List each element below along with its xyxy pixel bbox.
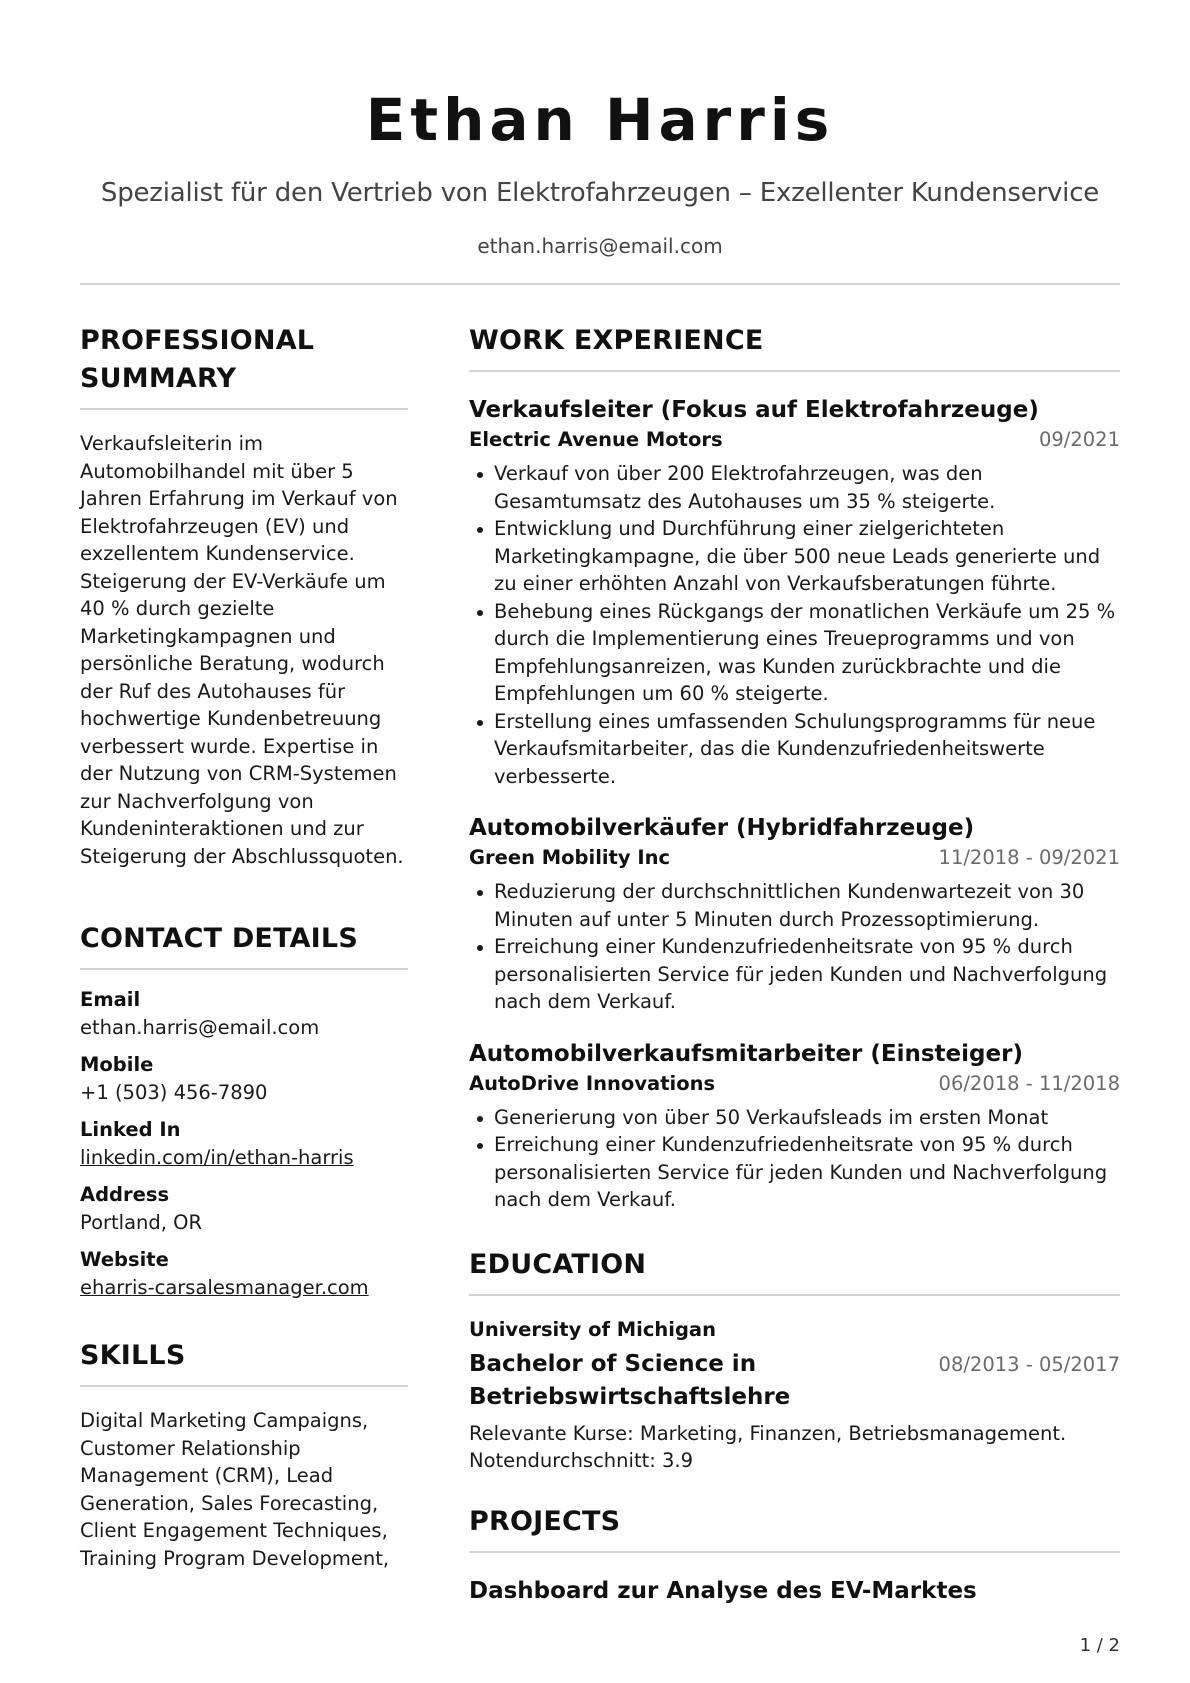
- candidate-name: Ethan Harris: [365, 86, 835, 154]
- contact-section: [80, 920, 408, 1301]
- section-title-skills: SKILLS: [80, 1340, 186, 1371]
- job-bullet: Verkauf von über 200 Elektrofahrzeugen, was den Gesamtumsatz des Autohauses um 35 % steigerte.: [469, 460, 1120, 515]
- job-entry: [469, 1038, 1120, 1214]
- job-bullet: Behebung eines Rückgangs der monatlichen Verkäufe um 25 % durch die Implementierung eines Treueprogramms und von Empfehlungsanreizen, was Kunden zurückbrachte und die Empfehlungen um 60 % steigerte.: [469, 598, 1120, 708]
- candidate-subtitle: Spezialist für den Vertrieb von Elektrofahrzeugen – Exzellenter Kundenservice: [100, 178, 1100, 208]
- right-column: [469, 322, 1120, 1607]
- skills-section: [80, 1337, 408, 1572]
- contact-item-address: [80, 1181, 408, 1236]
- job-date: 06/2018 - 11/2018: [938, 1071, 1120, 1095]
- page-number: 1 / 2: [1079, 1635, 1120, 1656]
- job-entry: [469, 394, 1120, 790]
- section-title-projects: PROJECTS: [469, 1505, 621, 1537]
- contact-item-mobile: [80, 1051, 408, 1106]
- education-school: University of Michigan: [469, 1317, 716, 1341]
- education-date: 08/2013 - 05/2017: [938, 1352, 1120, 1376]
- summary-text: Verkaufsleiterin im Automobilhandel mit über 5 Jahren Erfahrung im Verkauf von Elektrofahrzeugen (EV) und exzellentem Kundenservice. Steigerung der EV-Verkäufe um 40 % durch gezielte Marketingkampagnen und persönliche Beratung, wodurch der Ruf des Autohauses für hochwertige Kundenbetreuung verbessert wurde. Expertise in der Nutzung von CRM-Systemen zur Nachverfolgung von Kundeninteraktionen und zur Steigerung der Abschlussquoten.: [80, 432, 404, 868]
- section-divider: [80, 968, 408, 970]
- contact-label: Linked In: [80, 1118, 181, 1141]
- job-bullet: Reduzierung der durchschnittlichen Kundenwartezeit von 30 Minuten auf unter 5 Minuten durch Prozessoptimierung.: [469, 878, 1120, 933]
- contact-mobile-value: +1 (503) 456-7890: [80, 1080, 268, 1104]
- section-title-education: EDUCATION: [469, 1248, 647, 1280]
- section-title-summary: PROFESSIONAL SUMMARY: [80, 325, 315, 394]
- job-entry: [469, 812, 1120, 1016]
- job-bullets: [469, 460, 1120, 790]
- job-company: AutoDrive Innovations: [469, 1071, 716, 1095]
- linkedin-link[interactable]: linkedin.com/in/ethan-harris: [80, 1145, 354, 1169]
- projects-section: [469, 1503, 1120, 1607]
- contact-item-website: [80, 1246, 408, 1301]
- section-title-work: WORK EXPERIENCE: [469, 325, 764, 356]
- job-meta: [469, 844, 1120, 872]
- job-bullet: Erreichung einer Kundenzufriedenheitsrate von 95 % durch personalisierten Service für jeden Kunden und Nachverfolgung nach dem Verkauf.: [469, 933, 1120, 1016]
- job-company: Green Mobility Inc: [469, 846, 671, 869]
- section-divider: [469, 1294, 1120, 1296]
- contact-label: Email: [80, 988, 141, 1011]
- skills-text: Digital Marketing Campaigns, Customer Relationship Management (CRM), Lead Generation, Sales Forecasting, Client Engagement Techniques, Training Program Development,: [80, 1409, 390, 1570]
- job-date: 09/2021: [1038, 428, 1120, 451]
- job-bullet: Generierung von über 50 Verkaufsleads im ersten Monat: [469, 1104, 1120, 1132]
- contact-email-value[interactable]: ethan.harris@email.com: [80, 1015, 320, 1039]
- job-title: Automobilverkaufsmitarbeiter (Einsteiger): [469, 1040, 1023, 1067]
- work-section: [469, 322, 1120, 1214]
- summary-section: [80, 322, 408, 870]
- contact-label: Address: [80, 1183, 170, 1206]
- job-bullets: [469, 878, 1120, 1016]
- section-divider: [80, 1385, 408, 1387]
- header-divider: [80, 283, 1120, 285]
- resume-header: [80, 78, 1120, 260]
- job-title: Verkaufsleiter (Fokus auf Elektrofahrzeuge): [469, 397, 1039, 423]
- job-bullet: Entwicklung und Durchführung einer zielgerichteten Marketingkampagne, die über 500 neue Leads generierte und zu einer erhöhten Anzahl von Verkaufsberatungen führte.: [469, 515, 1120, 598]
- contact-item-email: [80, 986, 408, 1041]
- education-description: Relevante Kurse: Marketing, Finanzen, Betriebsmanagement. Notendurchschnitt: 3.9: [469, 1421, 1067, 1472]
- contact-label: Website: [80, 1248, 169, 1271]
- job-date: 11/2018 - 09/2021: [938, 846, 1120, 869]
- section-divider: [80, 408, 408, 410]
- job-bullets: [469, 1104, 1120, 1214]
- contact-item-linkedin: [80, 1116, 408, 1171]
- left-column: [80, 322, 408, 1572]
- job-bullet: Erreichung einer Kundenzufriedenheitsrate von 95 % durch personalisierten Service für jeden Kunden und Nachverfolgung nach dem Verkauf.: [469, 1131, 1120, 1214]
- contact-address-value: Portland, OR: [80, 1210, 203, 1234]
- header-email[interactable]: ethan.harris@email.com: [477, 234, 723, 258]
- section-divider: [469, 1551, 1120, 1553]
- job-bullet: Erstellung eines umfassenden Schulungsprogramms für neue Verkaufsmitarbeiter, das die Kundenzufriedenheitswerte verbesserte.: [469, 708, 1120, 791]
- contact-label: Mobile: [80, 1053, 154, 1076]
- section-title-contact: CONTACT DETAILS: [80, 923, 358, 954]
- project-title: Dashboard zur Analyse des EV-Marktes: [469, 1577, 977, 1604]
- job-meta: [469, 1070, 1120, 1098]
- job-company: Electric Avenue Motors: [469, 428, 723, 451]
- job-title: Automobilverkäufer (Hybridfahrzeuge): [469, 815, 975, 841]
- job-meta: [469, 426, 1120, 454]
- contact-list: [80, 986, 408, 1301]
- website-link[interactable]: eharris-carsalesmanager.com: [80, 1275, 369, 1299]
- education-section: [469, 1246, 1120, 1475]
- section-divider: [469, 370, 1120, 372]
- education-degree: Bachelor of Science in Betriebswirtschaftslehre: [469, 1350, 791, 1410]
- education-meta: [469, 1348, 1120, 1414]
